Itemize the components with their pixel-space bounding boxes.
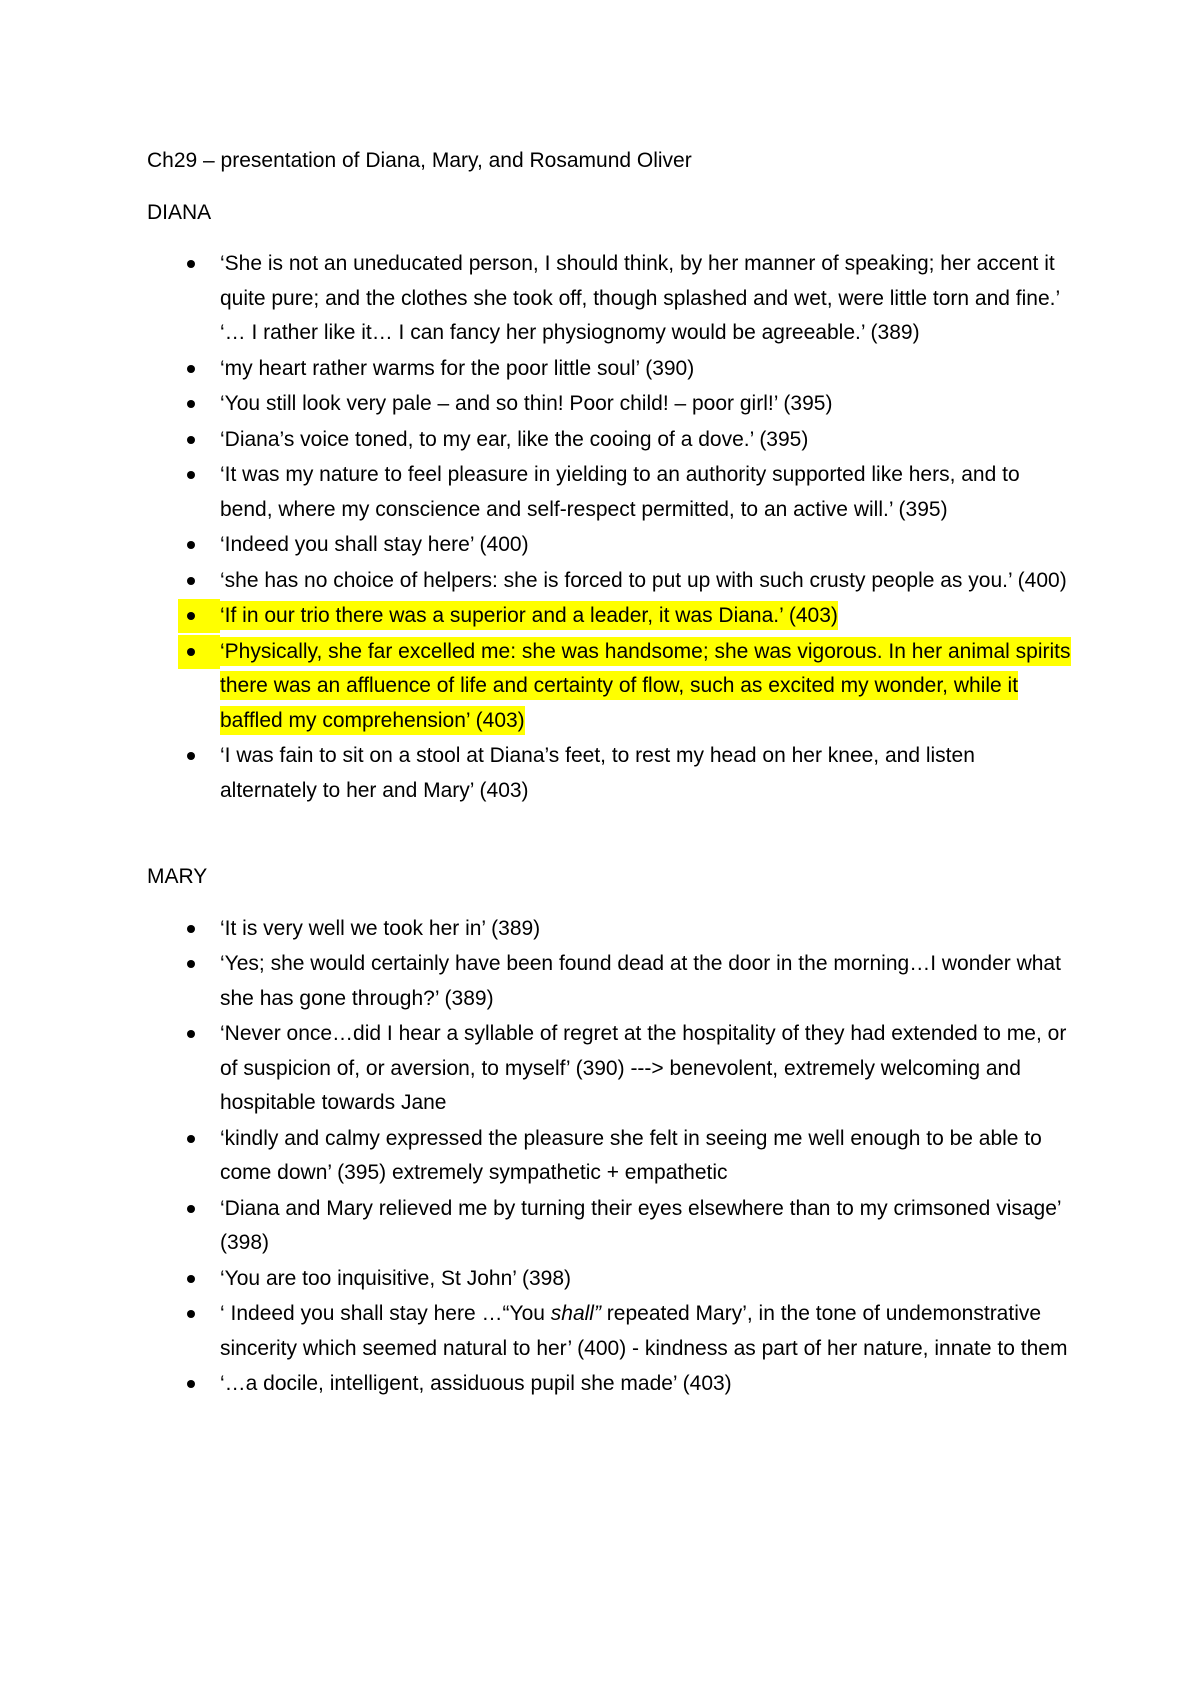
list-item: ‘I was fain to sit on a stool at Diana’s feet, to rest my head on her knee, and listen alternately to her and Mary’ (403) [147, 739, 1072, 808]
list-item: ‘She is not an uneducated person, I should think, by her manner of speaking; her accent it quite pure; and the clothes she took off, though splashed and wet, were little torn and fine.’ ‘… I rather like it… I can fancy her physiognomy would be agreeable.’ (389) [147, 247, 1072, 351]
diana-heading: DIANA [147, 200, 212, 224]
highlighted-list-item [147, 635, 1072, 739]
emphasis: shall” [550, 1302, 601, 1325]
list-item: ‘Diana and Mary relieved me by turning their eyes elsewhere than to my crimsoned visage’ (398) [147, 1192, 1072, 1261]
list-item: ‘It is very well we took her in’ (389) [147, 912, 1072, 947]
highlight: ‘If in our trio there was a superior and a leader, it was Diana.’ (403) [220, 601, 838, 630]
list-item: ‘You still look very pale – and so thin! Poor child! – poor girl!’ (395) [147, 387, 1072, 422]
highlighted-list-item [147, 599, 1072, 634]
highlight: ‘Physically, she far excelled me: she was handsome; she was vigorous. In her animal spirits there was an affluence of life and certainty of flow, such as excited my wonder, while it baffled my comprehension’ (403) [220, 637, 1071, 735]
list-item: ‘It was my nature to feel pleasure in yielding to an authority supported like hers, and to bend, where my conscience and self-respect permitted, to an active will.’ (395) [147, 458, 1072, 527]
list-item: ‘Never once…did I hear a syllable of regret at the hospitality of they had extended to me, or of suspicion of, or aversion, to myself’ (390) ---> benevolent, extremely welcoming and hospitable towards Jane [147, 1017, 1072, 1121]
mary-quote-list [147, 912, 1072, 1402]
diana-quote-list [147, 247, 1072, 808]
list-item: ‘she has no choice of helpers: she is forced to put up with such crusty people as you.’ (400) [147, 564, 1072, 599]
list-item: ‘my heart rather warms for the poor little soul’ (390) [147, 352, 1072, 387]
list-item: ‘ Indeed you shall stay here …“You shall” repeated Mary’, in the tone of undemonstrative sincerity which seemed natural to her’ (400) - kindness as part of her nature, innate to them [147, 1297, 1072, 1366]
mary-heading: MARY [147, 865, 208, 888]
list-item: ‘Yes; she would certainly have been found dead at the door in the morning…I wonder what she has gone through?’ (389) [147, 947, 1072, 1016]
list-item: ‘Diana’s voice toned, to my ear, like the cooing of a dove.’ (395) [147, 423, 1072, 458]
document-page [147, 144, 1072, 1403]
list-item: ‘kindly and calmy expressed the pleasure she felt in seeing me well enough to be able to come down’ (395) extremely sympathetic + empathetic [147, 1122, 1072, 1191]
document-title: Ch29 – presentation of Diana, Mary, and Rosamund Oliver [147, 149, 692, 172]
list-item: ‘Indeed you shall stay here’ (400) [147, 528, 1072, 563]
list-item: ‘…a docile, intelligent, assiduous pupil she made’ (403) [147, 1367, 1072, 1402]
list-item: ‘You are too inquisitive, St John’ (398) [147, 1262, 1072, 1297]
